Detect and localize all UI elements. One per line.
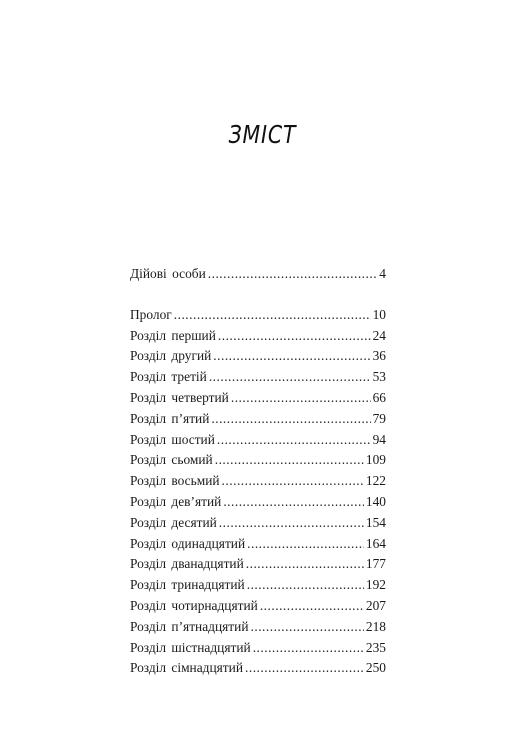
toc-entry-chapter-13 [130,575,386,596]
dot-leader [215,450,364,471]
toc-entry-page-number: 79 [372,410,386,426]
toc-entry-label: Розділ третій [130,369,207,385]
toc-entry-chapter-7 [130,450,386,471]
toc-entry-chapter-17 [130,658,386,679]
toc-entry-label: Пролог [130,306,172,322]
dot-leader [246,554,364,575]
toc-entry-page-number: 53 [372,369,386,385]
toc-entry-chapter-4 [130,388,386,409]
dot-leader [209,367,371,388]
toc-entry-chapter-5 [130,409,386,430]
toc-entry-page-number: 140 [365,493,386,509]
toc-entry-chapter-9 [130,492,386,513]
toc-entry-label: Розділ шостий [130,431,215,447]
toc-entry-page-number: 10 [372,306,386,322]
toc-entry-page-number: 250 [365,660,386,676]
dot-leader [223,492,364,513]
toc-entry-chapter-6 [130,430,386,451]
toc-entry-label: Розділ тринадцятий [130,577,245,593]
toc-entry-page-number: 4 [379,266,386,281]
toc-entry-label: Розділ сімнадцятий [130,660,243,676]
dot-leader [231,388,371,409]
dot-leader [218,326,371,347]
toc-entry-page-number: 122 [365,473,386,489]
toc-entry-label: Розділ шістнадцятий [130,639,251,655]
toc-entry-label: Розділ дванадцятий [130,556,244,572]
dot-leader [208,264,378,285]
toc-entry-label: Дійові особи [130,266,206,281]
toc-entry-label: Розділ чотирнадцятий [130,597,258,613]
toc-entry-chapter-11 [130,534,386,555]
toc-entry-label: Розділ перший [130,327,216,343]
toc-entry-prologue [130,305,386,326]
toc-entry-chapter-12 [130,554,386,575]
toc-entry-chapter-8 [130,471,386,492]
dot-leader [211,409,370,430]
toc-entry-page-number: 235 [365,639,386,655]
toc-entry-page-number: 24 [372,327,386,343]
toc-entry-page-number: 154 [365,514,386,530]
toc-entry-page-number: 177 [365,556,386,572]
dot-leader [213,346,370,367]
toc-entry-label: Розділ десятий [130,514,217,530]
dot-leader [247,534,364,555]
toc-entry-page-number: 94 [372,431,386,447]
dot-leader [251,617,364,638]
toc-entry-label: Розділ п’ятнадцятий [130,618,249,634]
toc-entry-page-number: 109 [365,452,386,468]
toc-entry-characters [130,264,386,285]
dot-leader [247,575,364,596]
toc-entry-chapter-1 [130,326,386,347]
toc-entry-label: Розділ одинадцятий [130,535,246,551]
toc-entry-page-number: 164 [365,535,386,551]
toc-entry-label: Розділ дев’ятий [130,493,222,509]
toc-entry-chapter-14 [130,596,386,617]
dot-leader [245,658,364,679]
dot-leader [174,305,371,326]
toc-entry-page-number: 66 [372,389,386,405]
dot-leader [222,471,364,492]
toc-entry-page-number: 218 [365,618,386,634]
toc-entry-chapter-10 [130,513,386,534]
toc-entry-label: Розділ четвертий [130,389,229,405]
toc-entry-page-number: 192 [365,577,386,593]
toc-entry-label: Розділ сьомий [130,452,213,468]
toc-entry-chapter-16 [130,638,386,659]
toc-entry-page-number: 36 [372,348,386,364]
toc-entry-page-number: 207 [365,597,386,613]
toc-entry-chapter-2 [130,346,386,367]
dot-leader [253,638,364,659]
toc-entry-chapter-3 [130,367,386,388]
page-title: ЗМІСТ [228,120,297,149]
dot-leader [217,430,371,451]
toc-entry-label: Розділ восьмий [130,473,220,489]
toc-entry-chapter-15 [130,617,386,638]
dot-leader [260,596,364,617]
dot-leader [219,513,364,534]
toc-entry-label: Розділ другий [130,348,212,364]
table-of-contents [130,264,386,679]
toc-entry-label: Розділ п’ятий [130,410,210,426]
